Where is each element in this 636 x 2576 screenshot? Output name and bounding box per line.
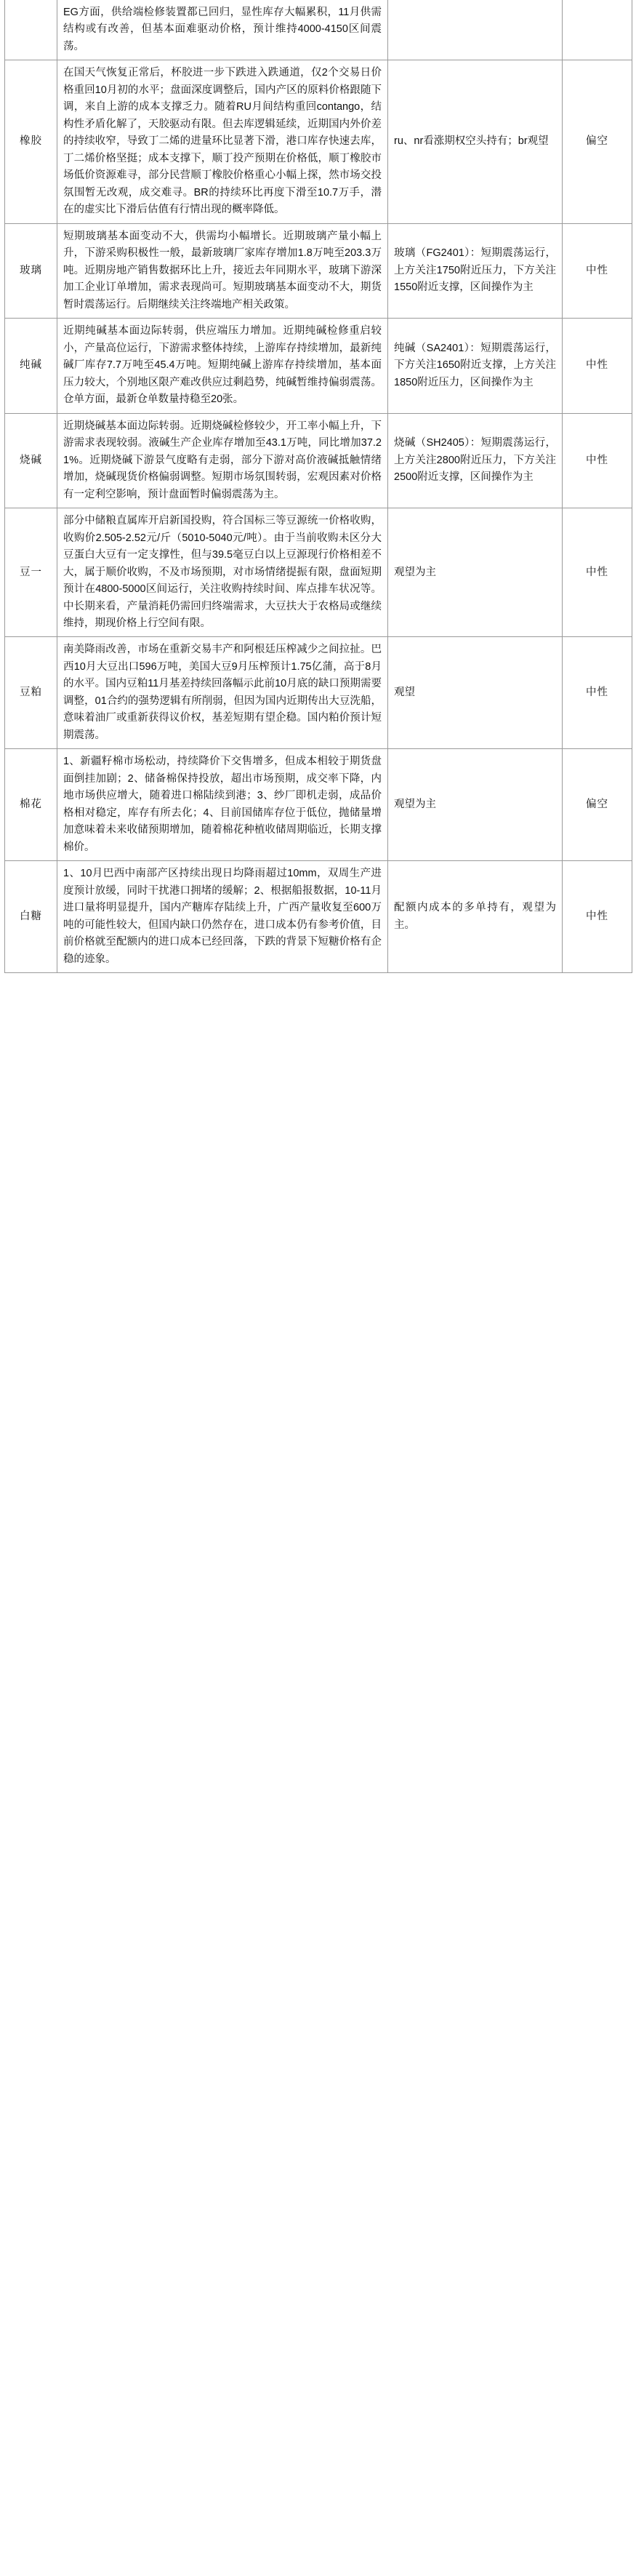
report-page — [0, 0, 636, 973]
futures-analysis-table — [4, 0, 632, 973]
row-product-name — [5, 0, 57, 60]
row-analysis-text: 在国天气恢复正常后，杯胶进一步下跌进入跌通道，仅2个交易日价格重回10月初的水平；盘面深度调整后，国内产区的原料价格跟随下调，来自上游的成本支撑乏力。随着RU月间结构重回contango，结构性矛盾化解了，天胶驱动有限。但去库逻辑延续，近期国内外价差的持续收窄，导致丁二烯的进量环比显著下滑，港口库存快速去库，丁二烯价格坚挺；成本支撑下，顺丁投产预期在价格低，顺丁橡胶市场低价资源难寻，部分民营顺丁橡胶价格重心小幅上探，然市场交投氛围暂无改观，成交难寻。BR的持续环比再度下滑至10.7万手，潜在的虚实比下滑后估值有行情出现的概率降低。 — [57, 60, 388, 223]
row-view-text: 烧碱（SH2405）：短期震荡运行，上方关注2800附近压力，下方关注2500附近支撑，区间操作为主 — [388, 413, 563, 508]
row-product-name: 豆一 — [5, 508, 57, 637]
row-analysis-text: EG方面，供给端检修装置都已回归，显性库存大幅累积，11月供需结构或有改善，但基本面难驱动价格，预计维持4000-4150区间震荡。 — [57, 0, 388, 60]
table-row — [5, 319, 632, 413]
row-bias-text: 中性 — [563, 223, 632, 318]
row-product-name: 白糖 — [5, 861, 57, 973]
table-row — [5, 861, 632, 973]
row-bias-text: 中性 — [563, 508, 632, 637]
row-product-name: 纯碱 — [5, 319, 57, 413]
row-analysis-text: 短期玻璃基本面变动不大，供需均小幅增长。近期玻璃产量小幅上升，下游采购积极性一般，最新玻璃厂家库存增加1.8万吨至203.3万吨。近期房地产销售数据环比上升，接近去年同期水平，玻璃下游深加工企业订单增加，需求表现尚可。短期玻璃基本面变动不大，期货暂时震荡运行。后期继续关注终端地产相关政策。 — [57, 223, 388, 318]
row-product-name: 豆粕 — [5, 637, 57, 749]
table-row — [5, 508, 632, 637]
row-analysis-text: 南美降雨改善，市场在重新交易丰产和阿根廷压榨减少之间拉扯。巴西10月大豆出口596万吨，美国大豆9月压榨预计1.75亿蒲，高于8月的水平。国内豆粕11月基差持续回落幅示此前10月底的缺口预期需要调整，01合约的强势逻辑有所削弱，但因为国内近期传出大豆洗船，意味着油厂或重新获得议价权，基差短期有望企稳。国内粕价预计短期震荡。 — [57, 637, 388, 749]
row-view-text: 配额内成本的多单持有，观望为主。 — [388, 861, 563, 973]
table-row — [5, 413, 632, 508]
row-view-text: 玻璃（FG2401）：短期震荡运行，上方关注1750附近压力，下方关注1550附近支撑，区间操作为主 — [388, 223, 563, 318]
row-product-name: 玻璃 — [5, 223, 57, 318]
row-bias-text: 中性 — [563, 861, 632, 973]
row-product-name: 烧碱 — [5, 413, 57, 508]
row-product-name: 棉花 — [5, 749, 57, 861]
table-row — [5, 749, 632, 861]
row-view-text: ru、nr看涨期权空头持有；br观望 — [388, 60, 563, 223]
row-bias-text: 偏空 — [563, 749, 632, 861]
table-body — [5, 0, 632, 973]
row-bias-text: 偏空 — [563, 60, 632, 223]
row-analysis-text: 1、新疆籽棉市场松动，持续降价下交售增多，但成本相较于期货盘面倒挂加剧；2、储备棉保持投放，超出市场预期，成交率下降，内地市场供应增大，随着进口棉陆续到港；3、纱厂即机走弱，成品价格相对稳定，库存有所去化；4、目前国储库存位于低位，抛储量增加意味着未来收储预期增加，随着棉花种植收储周期临近，长期支撑棉价。 — [57, 749, 388, 861]
row-bias-text: 中性 — [563, 319, 632, 413]
table-row — [5, 0, 632, 60]
row-view-text: 纯碱（SA2401）：短期震荡运行，下方关注1650附近支撑，上方关注1850附近压力，区间操作为主 — [388, 319, 563, 413]
row-analysis-text: 部分中储粮直属库开启新国投购，符合国标三等豆源统一价格收购，收购价2.505-2.52元/斤（5010-5040元/吨）。由于当前收购未区分大豆蛋白大豆有一定支撑性，但与39.5毫豆白以上豆源现行价格相差不大，属于顺价收购，不及市场预期，对市场情绪提振有限，盘面短期预计在4800-5000区间运行，关注收购持续时间、库点排车状况等。中长期来看，产量消耗仍需回归终端需求，大豆扶大于农格局或继续维持，期现价格上行空间有限。 — [57, 508, 388, 637]
row-view-text: 观望为主 — [388, 749, 563, 861]
row-analysis-text: 近期纯碱基本面边际转弱，供应端压力增加。近期纯碱检修重启较小，产量高位运行，下游需求整体持续，上游库存持续增加，最新纯碱厂库存7.7万吨至45.4万吨。短期纯碱上游库存持续增加，基本面压力较大，个别地区限产难改供应过剩趋势，纯碱暂维持偏弱震荡。仓单方面，最新仓单数量持稳至20张。 — [57, 319, 388, 413]
row-bias-text: 中性 — [563, 413, 632, 508]
row-analysis-text: 1、10月巴西中南部产区持续出现日均降雨超过10mm，双周生产进度预计放缓，同时干扰港口拥堵的缓解；2、根据船报数据，10-11月进口量将明显提升，国内产糖库存陆续上升，广西产量收复至600万吨的可能性较大，但国内缺口仍然存在，进口成本仍有参考价值，目前价格就至配额内的进口成本已经回落，下跌的背景下短糖价格有企稳的迹象。 — [57, 861, 388, 973]
table-row — [5, 60, 632, 223]
row-view-text: 观望为主 — [388, 508, 563, 637]
row-bias-text — [563, 0, 632, 60]
row-product-name: 橡胶 — [5, 60, 57, 223]
table-row — [5, 223, 632, 318]
row-bias-text: 中性 — [563, 637, 632, 749]
table-row — [5, 637, 632, 749]
row-view-text — [388, 0, 563, 60]
row-analysis-text: 近期烧碱基本面边际转弱。近期烧碱检修较少，开工率小幅上升，下游需求表现较弱。液碱生产企业库存增加至43.1万吨，同比增加37.21%。近期烧碱下游景气度略有走弱，部分下游对高价液碱抵触情绪增加，烧碱现货价格偏弱调整。短期市场氛围转弱，宏观因素对价格有一定利空影响，预计盘面暂时偏弱震荡为主。 — [57, 413, 388, 508]
row-view-text: 观望 — [388, 637, 563, 749]
